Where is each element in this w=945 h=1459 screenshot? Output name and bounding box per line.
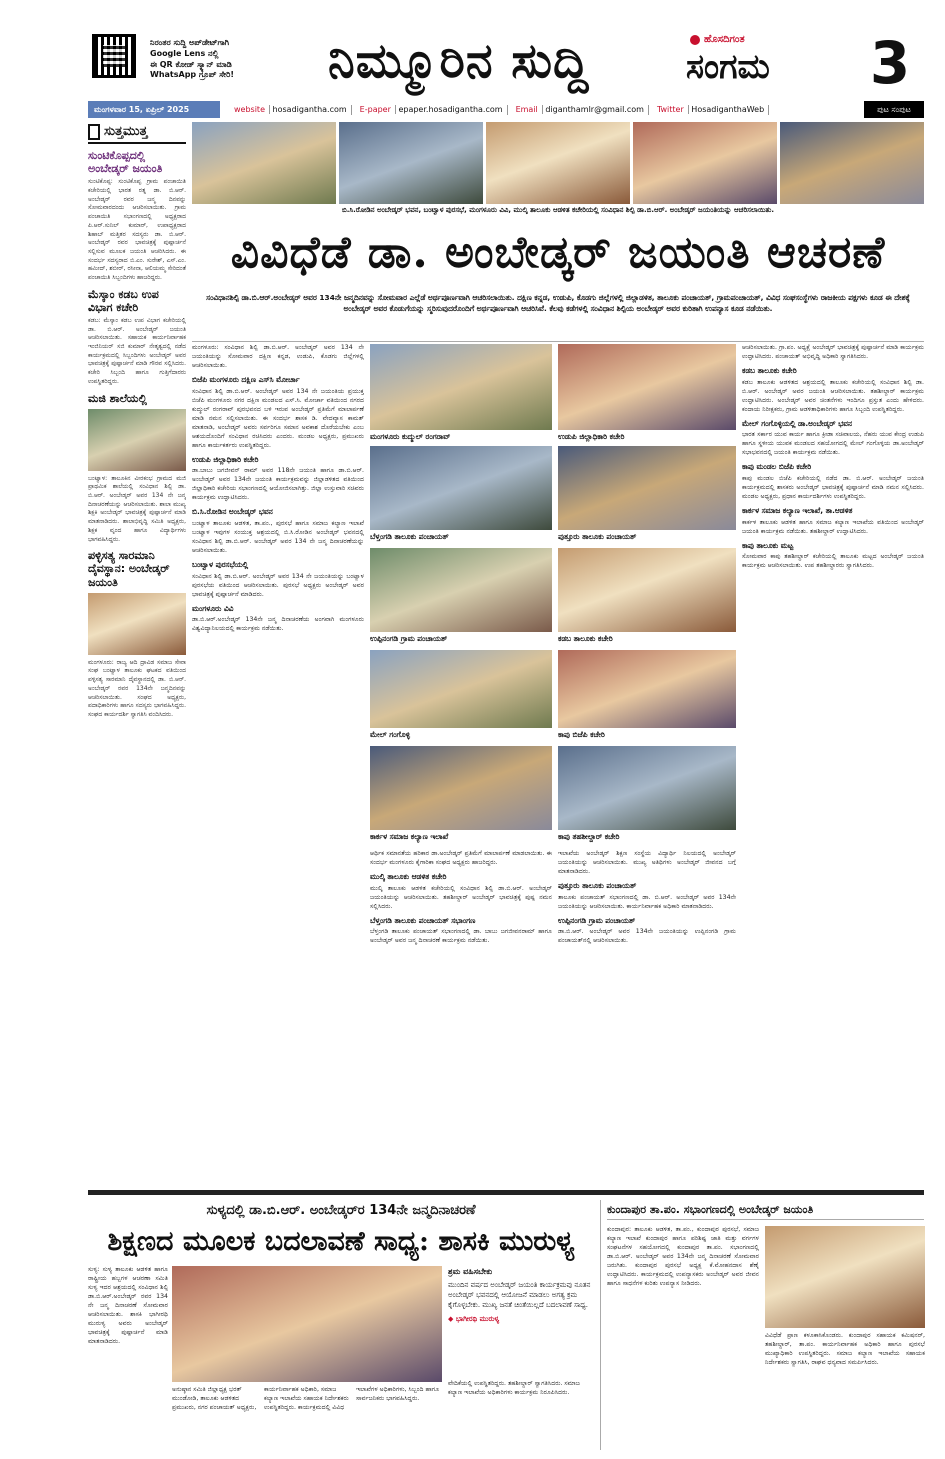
section-logo-icon	[88, 124, 100, 140]
photo-caption: ಕಾಪು ತಹಶೀಲ್ದಾರ್ ಕಚೇರಿ	[558, 832, 620, 841]
paragraph: ಡಾ.ಬಿ.ಆರ್.ಅಂಬೇಡ್ಕರ್ 134ನೇ ಜನ್ಮ ದಿನಾಚರಣೆಯ ಅಂಗವಾಗಿ ಮಂಗಳೂರು ವಿಶ್ವವಿದ್ಯಾನಿಲಯದಲ್ಲಿ ಕಾರ್ಯಕ್ರಮ ನಡೆಯಿತು.	[192, 616, 364, 633]
photo-strip	[192, 122, 924, 204]
kundapura-story	[600, 1200, 924, 1450]
paragraph: ಬೆಳ್ತಂಗಡಿ ತಾಲೂಕು ಪಂಚಾಯತ್ ಸಭಾಂಗಣದಲ್ಲಿ ಡಾ. ಬಾಬು ಜಗಜೀವನರಾಮ್ ಹಾಗೂ ಅಂಬೇಡ್ಕರ್ ಅವರ ಜನ್ಮ ದಿನಾಚರಣೆ ಕಾರ್ಯಕ್ರಮ ನಡೆಯಿತು.	[370, 928, 552, 945]
qr-text-line: Google Lens ನಲ್ಲಿ	[150, 48, 219, 58]
paragraph: ಭಾರತ ಸರ್ಕಾರ ಯುವ ಕಾರ್ಯ ಹಾಗೂ ಕ್ರೀಡಾ ಸಚಿವಾಲಯ, ನೆಹರು ಯುವ ಕೇಂದ್ರ ಉಡುಪಿ ಹಾಗೂ ಸ್ಥಳೀಯ ಯುವಕ ಮಂಡಲದ ಸಹಯೋಗದಲ್ಲಿ ಮೇಲ್ ಗಂಗೊಳ್ಳಿಯ ಡಾ.ಅಂಬೇಡ್ಕರ್ ಸಭಾಭವನದಲ್ಲಿ ಜಯಂತಿ ಕಾರ್ಯಕ್ರಮ ನಡೆಯಿತು.	[742, 431, 924, 457]
link-label: E-paper	[356, 105, 396, 114]
story-headline: ಶಿಕ್ಷಣದ ಮೂಲಕ ಬದಲಾವಣೆ ಸಾಧ್ಯ: ಶಾಸಕಿ ಮುರುಳ್ಯ	[107, 1226, 575, 1257]
grid-photo	[558, 548, 736, 632]
quote-author: ◆ ಭಾಗೀರಥಿ ಮುರುಳ್ಯ	[448, 1315, 500, 1324]
paragraph: ಆರ್ಥಿಕ ಸಮಾನತೆಯ ಹರಿಕಾರ ಡಾ.ಅಂಬೇಡ್ಕರ್ ಪ್ರತಿಮೆಗೆ ಮಾಲಾರ್ಪಣೆ ಮಾಡಲಾಯಿತು. ಈ ಸಂದರ್ಭ ಮಂಗಳೂರು ಕೈಗಾರಿಕಾ ಸಂಘದ ಅಧ್ಯಕ್ಷರು ಹಾಜರಿದ್ದರು.	[370, 850, 552, 866]
strip-photo	[486, 122, 630, 204]
subheading: ಬಿ.ಸಿ.ರೋಡಿನ ಅಂಬೇಡ್ಕರ್ ಭವನ	[192, 507, 273, 517]
paragraph: ಸಂವಿಧಾನ ಶಿಲ್ಪಿ ಡಾ.ಬಿ.ಆರ್. ಅಂಬೇಡ್ಕರ್ ಅವರ 134 ನೇ ಜಯಂತಿಯ ಪ್ರಯುಕ್ತ ಬಿಜೆಪಿ ಮಂಗಳೂರು ನಗರ ದಕ್ಷಿಣ ಮಂಡಲದ ಎಸ್.ಸಿ. ಮೋರ್ಚಾ ವತಿಯಿಂದ ನಗರದ ಕುದ್ಮುಲ್ ರಂಗರಾವ್ ಪುರಭವನದ ಬಳಿ ಇರುವ ಅಂಬೇಡ್ಕರ್ ಪ್ರತಿಮೆಗೆ ಮಾಲಾರ್ಪಣೆ ಮಾಡಿ ನಮನ ಸಲ್ಲಿಸಲಾಯಿತು. ಈ ಸಂದರ್ಭ ಶಾಸಕ ಡಿ. ವೇದವ್ಯಾಸ ಕಾಮತ್ ಮಾತನಾಡಿ, ಅಂಬೇಡ್ಕರ್ ಅವರು ಸರ್ವರಿಗೂ ಸಮಾನ ಅವಕಾಶ ದೊರೆಯಬೇಕು ಎಂಬ ಆಶಯದೊಂದಿಗೆ ಸಂವಿಧಾನ ರಚಿಸಿದರು ಎಂದರು. ಮಂಡಲ ಅಧ್ಯಕ್ಷರು, ಪ್ರಮುಖರು ಹಾಗೂ ಕಾರ್ಯಕರ್ತರು ಉಪಸ್ಥಿತರಿದ್ದರು.	[192, 387, 364, 449]
grid-photo	[370, 344, 552, 430]
qr-code[interactable]	[92, 34, 136, 78]
paragraph: ತಾಲೂಕು ಪಂಚಾಯತ್ ಸಭಾಂಗಣದಲ್ಲಿ ಡಾ. ಬಿ.ಆರ್. ಅಂಬೇಡ್ಕರ್ ಅವರ 134ನೇ ಜಯಂತಿಯನ್ನು ಆಚರಿಸಲಾಯಿತು. ಕಾರ್ಯನಿರ್ವಾಹಕ ಅಧಿಕಾರಿ ಮಾತನಾಡಿದರು.	[558, 893, 736, 910]
story-body: ಬಂಟ್ವಾಳ: ತಾಲೂಕಿನ ವೀರಕಂಭ ಗ್ರಾಮದ ಮಜಿ ಪ್ರಾಥಮಿಕ ಶಾಲೆಯಲ್ಲಿ ಸಂವಿಧಾನ ಶಿಲ್ಪಿ ಡಾ. ಬಿ.ಆರ್. ಅಂಬೇಡ್ಕರ್ ಅವರ 134 ನೇ ಜನ್ಮ ದಿನಾಚರಣೆಯನ್ನು ಆಚರಿಸಲಾಯಿತು. ಶಾಲಾ ಮುಖ್ಯ ಶಿಕ್ಷಕಿ ಅಂಬೇಡ್ಕರ್ ಭಾವಚಿತ್ರಕ್ಕೆ ಪುಷ್ಪಾರ್ಚನೆ ಮಾಡಿ ಮಾತನಾಡಿದರು. ಶಾಲಾಭಿವೃದ್ಧಿ ಸಮಿತಿ ಅಧ್ಯಕ್ಷರು, ಶಿಕ್ಷಕ ವೃಂದ ಹಾಗೂ ವಿದ್ಯಾರ್ಥಿಗಳು ಭಾಗವಹಿಸಿದ್ದರು.	[88, 474, 186, 543]
strip-photo	[339, 122, 483, 204]
story-photo	[172, 1266, 442, 1382]
grid-photo	[558, 746, 736, 830]
masthead	[0, 0, 945, 100]
photo-caption: ಮಂಗಳೂರು ಕುದ್ಮುಲ್ ರಂಗರಾವ್	[370, 432, 451, 441]
link-value: HosadiganthaWeb	[691, 104, 765, 114]
website-link[interactable]	[226, 105, 352, 115]
story-headline: ಪಳ್ಳಿಸತ್ಯ ಸಾರಮಾನಿ ದೈವಸ್ಥಾನ: ಅಂಬೇಡ್ಕರ್ ಜಯಂತಿ	[88, 549, 170, 589]
story-photo	[88, 409, 186, 471]
story-body: ವೇದಿಕೆಯಲ್ಲಿ ಉಪಸ್ಥಿತರಿದ್ದರು. ತಹಶೀಲ್ದಾರ್ ಸ್ವಾಗತಿಸಿದರು. ಸಮಾಜ ಕಲ್ಯಾಣ ಇಲಾಖೆಯ ಅಧಿಕಾರಿಗಳು ಕಾರ್ಯಕ್ರಮ ನಿರೂಪಿಸಿದರು.	[448, 1380, 580, 1396]
edition-logo	[690, 34, 745, 47]
sullia-story	[88, 1200, 594, 1450]
article-column-3	[558, 850, 736, 1184]
strip-caption: ಬಿ.ಸಿ.ರೋಡಿನ ಅಂಬೇಡ್ಕರ್ ಭವನ, ಬಂಟ್ವಾಳ ಪುರಸಭೆ, ಮಂಗಳೂರು ವಿವಿ, ಮುಲ್ಕಿ ತಾಲೂಕು ಆಡಳಿತ ಕಚೇರಿಯಲ್ಲಿ ಸಂವಿಧಾನ ಶಿಲ್ಪಿ ಡಾ.ಬಿ.ಆರ್. ಅಂಬೇಡ್ಕರ್ ಜಯಂತಿಯನ್ನು ಆಚರಿಸಲಾಯಿತು.	[342, 206, 774, 214]
paragraph: ಮಂಗಳೂರು: ಸಂವಿಧಾನ ಶಿಲ್ಪಿ ಡಾ.ಬಿ.ಆರ್. ಅಂಬೇಡ್ಕರ್ ಅವರ 134 ನೇ ಜಯಂತಿಯನ್ನು ಸೋಮವಾರ ದಕ್ಷಿಣ ಕನ್ನಡ, ಉಡುಪಿ, ಕೊಡಗು ಜಿಲ್ಲೆಗಳಲ್ಲಿ ಆಚರಿಸಲಾಯಿತು.	[192, 344, 364, 369]
strip-photo	[192, 122, 336, 204]
section-title: ಸುತ್ತಮುತ್ತ	[104, 123, 148, 139]
paragraph: ಆಚರಿಸಲಾಯಿತು. ಗ್ರಾ.ಪಂ. ಅಧ್ಯಕ್ಷೆ ಅಂಬೇಡ್ಕರ್ ಭಾವಚಿತ್ರಕ್ಕೆ ಪುಷ್ಪಾರ್ಚನೆ ಮಾಡಿ ಕಾರ್ಯಕ್ರಮ ಉದ್ಘಾಟಿಸಿದರು. ಪಂಚಾಯತ್ ಅಭಿವೃದ್ಧಿ ಅಧಿಕಾರಿ ಸ್ವಾಗತಿಸಿದರು.	[742, 344, 924, 360]
subheading: ಕಾಪು ಮಂಡಲ ಬಿಜೆಪಿ ಕಚೇರಿ	[742, 462, 812, 472]
story-photo	[765, 1226, 925, 1328]
link-label: website	[230, 105, 270, 114]
grid-photo	[370, 548, 552, 632]
quote-text: ಮುಂದಿನ ವರ್ಷದ ಅಂಬೇಡ್ಕರ್ ಜಯಂತಿ ಕಾರ್ಯಕ್ರಮವು ನೂತನ ಅಂಬೇಡ್ಕರ್ ಭವನದಲ್ಲಿ ಆಯೋಜನೆ ಮಾಡಲು ಅಗತ್ಯ ಕ್ರಮ ಕೈಗೊಳ್ಳಬೇಕು. ಮುಖ್ಯ ಜನತೆ ಚಿಂತೆಯಿಲ್ಲದೆ ಬದಲಾವಣೆ ಸಾಧ್ಯ.	[448, 1280, 591, 1309]
pull-quote	[448, 1266, 594, 1376]
logo-dot-icon	[690, 35, 700, 45]
photo-caption: ಕಾಪು ಬಿಜೆಪಿ ಕಚೇರಿ	[558, 730, 605, 739]
qr-text-line: ಈ QR ಕೋಡ್ ಸ್ಕ್ಯಾನ್ ಮಾಡಿ	[150, 59, 232, 69]
subheading: ಮಂಗಳೂರು ವಿವಿ	[192, 603, 234, 613]
quote-heading: ಶ್ರಮ ವಹಿಸಬೇಕು	[448, 1267, 493, 1276]
paragraph: ಇಲಾಖೆಯ ಅಂಬೇಡ್ಕರ್ ಶಿಕ್ಷಣ ಸಂಸ್ಥೆಯ ವಿದ್ಯಾರ್ಥಿ ನಿಲಯದಲ್ಲಿ ಅಂಬೇಡ್ಕರ್ ಜಯಂತಿಯನ್ನು ಆಚರಿಸಲಾಯಿತು. ಮುಖ್ಯ ಅತಿಥಿಗಳು ಅಂಬೇಡ್ಕರ್ ಜೀವನದ ಬಗ್ಗೆ ಮಾತನಾಡಿದರು.	[558, 850, 736, 875]
page-label: ಪುಟ ಸಂಪುಟ	[864, 101, 924, 118]
issue-date: ಮಂಗಳವಾರ 15, ಏಪ್ರಿಲ್ 2025	[88, 101, 220, 118]
subheading: ಉಡುಪಿ ಜಿಲ್ಲಾಧಿಕಾರಿ ಕಚೇರಿ	[192, 454, 259, 464]
photo-caption: ಪುತ್ತೂರು ತಾಲೂಕು ಪಂಚಾಯತ್	[558, 532, 637, 541]
section-divider	[88, 1190, 924, 1195]
subheading: ಬೆಳ್ತಂಗಡಿ ತಾಲೂಕು ಪಂಚಾಯತ್ ಸಭಾಂಗಣ	[370, 915, 476, 925]
photo-caption: ಬೆಳ್ತಂಗಡಿ ತಾಲೂಕು ಪಂಚಾಯತ್	[370, 532, 449, 541]
story-headline: ಮಜಿ ಶಾಲೆಯಲ್ಲಿ	[88, 391, 147, 405]
qr-instructions	[150, 38, 320, 81]
article-column-4	[742, 344, 924, 1184]
grid-photo	[370, 650, 552, 728]
edition-logo-text: ಹೊಸದಿಗಂತ	[704, 34, 745, 45]
link-label: Twitter	[653, 105, 689, 114]
story-body: ಕುಂದಾಪುರ: ತಾಲೂಕು ಆಡಳಿತ, ತಾ.ಪಂ., ಕುಂದಾಪುರ ಪುರಸಭೆ, ಸಮಾಜ ಕಲ್ಯಾಣ ಇಲಾಖೆ ಕುಂದಾಪುರ ಹಾಗೂ ಪರಿಶಿಷ್ಟ ಜಾತಿ ಮತ್ತು ವರ್ಗಗಳ ಸಂಘಟನೆಗಳ ಸಹಯೋಗದಲ್ಲಿ ಕುಂದಾಪುರ ತಾ.ಪಂ. ಸಭಾಂಗಣದಲ್ಲಿ ಡಾ.ಬಿ.ಆರ್. ಅಂಬೇಡ್ಕರ್ ಅವರ 134ನೇ ಜನ್ಮ ದಿನಾಚರಣೆ ಸೋಮವಾರ ಜರುಗಿತು. ಕುಂದಾಪುರ ಪುರಸಭೆ ಅಧ್ಯಕ್ಷ ಕೆ.ಮೋಹನದಾಸ ಶೆಣೈ ಉದ್ಘಾಟಿಸಿದರು. ಕಾರ್ಯಕ್ರಮದಲ್ಲಿ ಉಪನ್ಯಾಸಕರು ಅಂಬೇಡ್ಕರ್ ಅವರ ಜೀವನ ಹಾಗೂ ಸಾಧನೆಗಳ ಕುರಿತು ಉಪನ್ಯಾಸ ನೀಡಿದರು.	[607, 1226, 759, 1287]
story-body: ಅನುಷ್ಠಾನ ಸಮಿತಿ ಜಿಲ್ಲಾಧ್ಯಕ್ಷ ಭರತ್ ಮುಂಡೋಡಿ, ತಾಲೂಕು ಆಡಳಿತದ ಪ್ರಮುಖರು, ನಗರ ಪಂಚಾಯತ್ ಅಧ್ಯಕ್ಷರು, ಕಾರ್ಯನಿರ್ವಾಹಕ ಅಧಿಕಾರಿ, ಸಮಾಜ ಕಲ್ಯಾಣ ಇಲಾಖೆಯ ಸಹಾಯಕ ನಿರ್ದೇಶಕರು ಉಪಸ್ಥಿತರಿದ್ದರು. ಕಾರ್ಯಕ್ರಮದಲ್ಲಿ ವಿವಿಧ ಇಲಾಖೆಗಳ ಅಧಿಕಾರಿಗಳು, ಸಿಬ್ಬಂದಿ ಹಾಗೂ ಸಾರ್ವಜನಿಕರು ಭಾಗವಹಿಸಿದ್ದರು.	[172, 1386, 440, 1411]
story-kicker: ಸುಳ್ಯದಲ್ಲಿ ಡಾ.ಬಿ.ಆರ್. ಅಂಬೇಡ್ಕರ್‌ರ 134ನೇ ಜನ್ಮದಿನಾಚರಣೆ	[206, 1203, 476, 1218]
grid-photo	[558, 446, 736, 530]
paragraph: ಕಡಬ ತಾಲೂಕು ಆಡಳಿತದ ಆಶ್ರಯದಲ್ಲಿ ತಾಲೂಕು ಕಚೇರಿಯಲ್ಲಿ ಸಂವಿಧಾನ ಶಿಲ್ಪಿ ಡಾ. ಬಿ.ಆರ್. ಅಂಬೇಡ್ಕರ್ ಅವರ ಜಯಂತಿ ಆಚರಿಸಲಾಯಿತು. ತಹಶೀಲ್ದಾರ್ ಕಾರ್ಯಕ್ರಮ ಉದ್ಘಾಟಿಸಿದರು. ಅಂಬೇಡ್ಕರ್ ಅವರ ಚಿಂತನೆಗಳು ಇಂದಿಗೂ ಪ್ರಸ್ತುತ ಎಂದು ಹೇಳಿದರು. ಕಂದಾಯ ನಿರೀಕ್ಷಕರು, ಗ್ರಾಮ ಆಡಳಿತಾಧಿಕಾರಿಗಳು ಹಾಗೂ ಸಿಬ್ಬಂದಿ ಉಪಸ್ಥಿತರಿದ್ದರು.	[742, 378, 924, 413]
section-header	[88, 122, 186, 144]
link-label: Email	[512, 105, 543, 114]
date-bar	[88, 101, 924, 118]
strip-photo	[633, 122, 777, 204]
story-headline: ಮೆಸ್ಕಾಂ ಕಡಬ ಉಪ ವಿಭಾಗ ಕಚೇರಿ	[88, 287, 159, 314]
subheading: ಬಿಜೆಪಿ ಮಂಗಳೂರು ದಕ್ಷಿಣ ಎಸ್‌ಸಿ ಮೋರ್ಚಾ	[192, 374, 300, 384]
paragraph: ಸೋಮವಾರ ಕಾಪು ತಹಶೀಲ್ದಾರ್ ಕಚೇರಿಯಲ್ಲಿ ತಾಲೂಕು ಮಟ್ಟದ ಅಂಬೇಡ್ಕರ್ ಜಯಂತಿ ಕಾರ್ಯಕ್ರಮ ಆಚರಿಸಲಾಯಿತು. ಉಪ ತಹಶೀಲ್ದಾರರು ಸ್ವಾಗತಿಸಿದರು.	[742, 553, 924, 570]
paragraph: ಮುಲ್ಕಿ ತಾಲೂಕು ಆಡಳಿತ ಕಚೇರಿಯಲ್ಲಿ ಸಂವಿಧಾನ ಶಿಲ್ಪಿ ಡಾ.ಬಿ.ಆರ್. ಅಂಬೇಡ್ಕರ್ ಜಯಂತಿಯನ್ನು ಆಚರಿಸಲಾಯಿತು. ತಹಶೀಲ್ದಾರ್ ಅಂಬೇಡ್ಕರ್ ಭಾವಚಿತ್ರಕ್ಕೆ ಪುಷ್ಪ ನಮನ ಸಲ್ಲಿಸಿದರು.	[370, 884, 552, 910]
subheading: ಕಡಬ ತಾಲೂಕು ಕಚೇರಿ	[742, 365, 797, 375]
photo-caption: ಮೇಲ್ ಗಂಗೊಳ್ಳಿ	[370, 730, 410, 739]
qr-text-line: WhatsApp ಗ್ರೂಪ್ ಸೇರಿ!	[150, 70, 234, 80]
author-name: ಭಾಗೀರಥಿ ಮುರುಳ್ಯ	[455, 1315, 500, 1324]
left-column	[88, 122, 186, 1184]
article-column-2	[370, 850, 552, 1184]
subheading: ಕಾರ್ಕಳ ಸಮಾಜ ಕಲ್ಯಾಣ ಇಲಾಖೆ, ತಾ.ಆಡಳಿತ	[742, 506, 853, 516]
paragraph: ಬಂಟ್ವಾಳ ತಾಲೂಕು ಆಡಳಿತ, ತಾ.ಪಂ., ಪುರಸಭೆ ಹಾಗೂ ಸಮಾಜ ಕಲ್ಯಾಣ ಇಲಾಖೆ ಬಂಟ್ವಾಳ ಇವುಗಳ ಸಂಯುಕ್ತ ಆಶ್ರಯದಲ್ಲಿ ಬಿ.ಸಿ.ರೋಡಿನ ಅಂಬೇಡ್ಕರ್ ಭವನದಲ್ಲಿ ಸಂವಿಧಾನ ಶಿಲ್ಪಿ ಡಾ.ಬಿ.ಆರ್. ಅಂಬೇಡ್ಕರ್ ಅವರ 134 ನೇ ಜನ್ಮ ದಿನಾಚರಣೆಯನ್ನು ಆಚರಿಸಲಾಯಿತು.	[192, 519, 364, 554]
grid-photo	[558, 650, 736, 728]
story-body: ಸುಳ್ಯ: ಸುಳ್ಯ ತಾಲೂಕು ಆಡಳಿತ ಹಾಗೂ ರಾಷ್ಟ್ರೀಯ ಹಬ್ಬಗಳ ಆಚರಣಾ ಸಮಿತಿ ಸುಳ್ಯ ಇದರ ಆಶ್ರಯದಲ್ಲಿ ಸಂವಿಧಾನ ಶಿಲ್ಪಿ ಡಾ.ಬಿ.ಆರ್.ಅಂಬೇಡ್ಕರ್ ರವರ 134 ನೇ ಜನ್ಮ ದಿನಾಚರಣೆ ಸೋಮವಾರ ಆಚರಿಸಲಾಯಿತು. ಶಾಸಕಿ ಭಾಗೀರಥಿ ಮುರುಳ್ಯ ಅವರು ಅಂಬೇಡ್ಕರ್ ಭಾವಚಿತ್ರಕ್ಕೆ ಪುಷ್ಪಾರ್ಚನೆ ಮಾಡಿ ಮಾತನಾಡಿದರು.	[88, 1266, 168, 1345]
subheading: ಪುತ್ತೂರು ತಾಲೂಕು ಪಂಚಾಯತ್	[558, 880, 637, 890]
email-link[interactable]	[508, 105, 649, 115]
contact-links	[220, 105, 864, 115]
link-value: diganthamlr@gmail.com	[545, 104, 644, 114]
story-body: ಸುಂಟಿಕೊಪ್ಪ: ಸುಂಟಿಕೊಪ್ಪ ಗ್ರಾಮ ಪಂಚಾಯಿತಿ ಕಚೇರಿಯಲ್ಲಿ ಭಾರತ ರತ್ನ ಡಾ. ಬಿ.ಆರ್. ಅಂಬೇಡ್ಕರ್ ರವರ ಜನ್ಮ ದಿನವನ್ನು ಸೋಮವಾರದಂದು ಆಚರಿಸಲಾಯಿತು. ಗ್ರಾಮ ಪಂಚಾಯಿತಿ ಸಭಾಂಗಣದಲ್ಲಿ ಅಧ್ಯಕ್ಷರಾದ ಪಿ.ಆರ್.ಸುನಿಲ್ ಕುಮಾರ್, ಉಪಾಧ್ಯಕ್ಷರಾದ ಶಿಹಾಬ್ ಮತ್ತಿತರ ಸದಸ್ಯರು ಡಾ. ಬಿ.ಆರ್. ಅಂಬೇಡ್ಕರ್ ರವರ ಭಾವಚಿತ್ರಕ್ಕೆ ಪುಷ್ಪಾರ್ಚನೆ ಸಲ್ಲಿಸುವ ಮೂಲಕ ಜಯಂತಿ ಆಚರಿಸಿದರು. ಈ ಸಂದರ್ಭ ಸದಸ್ಯರಾದ ಬಿ.ಎಂ. ಸುರೇಶ್, ಎಸ್.ಎಂ. ಹಮೀದ್, ಶಬೀರ್, ರಸೀನಾ, ಆಲಿಯಮ್ಮ ಸೇರಿದಂತೆ ಪಂಚಾಯಿತಿ ಸಿಬ್ಬಂದಿಗಳು ಹಾಜರಿದ್ದರು.	[88, 178, 186, 281]
photo-caption: ಕಾರ್ಕಳ ಸಮಾಜ ಕಲ್ಯಾಣ ಇಲಾಖೆ	[370, 832, 449, 841]
photo-caption: ಉಡುಪಿ ಜಿಲ್ಲಾಧಿಕಾರಿ ಕಚೇರಿ	[558, 432, 625, 441]
story-headline: ಕುಂದಾಪುರ ತಾ.ಪಂ. ಸಭಾಂಗಣದಲ್ಲಿ ಅಂಬೇಡ್ಕರ್ ಜಯಂತಿ	[607, 1200, 924, 1220]
subheading: ಮೇಲ್ ಗಂಗೊಳ್ಳಿಯಲ್ಲಿ ಡಾ.ಅಂಬೇಡ್ಕರ್ ಭವನ	[742, 418, 852, 428]
twitter-link[interactable]	[649, 105, 769, 115]
grid-photo	[558, 344, 736, 430]
intro-paragraph: ಸಂವಿಧಾನಶಿಲ್ಪಿ ಡಾ.ಬಿ.ಆರ್.ಅಂಬೇಡ್ಕರ್ ಅವರ 134ನೇ ಜನ್ಮದಿನವನ್ನು ಸೋಮವಾರ ಎಲ್ಲೆಡೆ ಅರ್ಥಪೂರ್ಣವಾಗಿ ಆಚರಿಸಲಾಯಿತು. ದಕ್ಷಿಣ ಕನ್ನಡ, ಉಡುಪಿ, ಕೊಡಗು ಜಿಲ್ಲೆಗಳಲ್ಲಿ ಜಿಲ್ಲಾಡಳಿತ, ತಾಲೂಕು ಪಂಚಾಯತ್, ಗ್ರಾಮಪಂಚಾಯತ್, ವಿವಿಧ ಸಂಘಸಂಸ್ಥೆಗಳು ರಾಜಕೀಯ ಪಕ್ಷಗಳು ಕೂಡ ಈ ದೇಶಕ್ಕೆ ಅಂಬೇಡ್ಕರ್ ಅವರ ಕೊಡುಗೆಯನ್ನು ಸ್ಮರಿಸುವುದರೊಂದಿಗೆ ಅರ್ಥಪೂರ್ಣವಾಗಿ ಆಚರಿಸಿವೆ. ಕೆಲವು ಕಡೆಗಳಲ್ಲಿ ಸಂವಿಧಾನ ಶಿಲ್ಪಿಯ ಅಂಬೇಡ್ಕರ್ ಅವರ ಕುರಿತಾಗಿ ಉಪನ್ಯಾಸ ಕೂಡ ನಡೆಯಿತು.	[192, 290, 924, 342]
qr-text-line: ನಿರಂತರ ಸುದ್ದಿ ಅಪ್‌ಡೇಟ್‌ಗಾಗಿ	[150, 38, 230, 47]
story-body: ಮಂಗಳೂರು: ರಾಜ್ಯ ಆದಿ ದ್ರಾವಿಡ ಸಮಾಜ ಸೇವಾ ಸಂಘ ಬಂಟ್ವಾಳ ತಾಲೂಕು ಘಟಕದ ವತಿಯಿಂದ ಪಳ್ಳಿಸತ್ಯ ಸಾರಮಾನಿ ದೈವಸ್ಥಾನದಲ್ಲಿ ಡಾ. ಬಿ.ಆರ್. ಅಂಬೇಡ್ಕರ್ ರವರ 134ನೇ ಜನ್ಮದಿನವನ್ನು ಆಚರಿಸಲಾಯಿತು. ಸಂಘದ ಅಧ್ಯಕ್ಷರು, ಪದಾಧಿಕಾರಿಗಳು ಹಾಗೂ ಸದಸ್ಯರು ಭಾಗವಹಿಸಿದ್ದರು. ಸಂಘದ ಕಾರ್ಯದರ್ಶಿ ಸ್ವಾಗತಿಸಿ ವಂದಿಸಿದರು.	[88, 658, 186, 718]
link-value: hosadigantha.com	[272, 104, 347, 114]
photo-caption: ಕಡಬ ತಾಲೂಕು ಕಚೇರಿ	[558, 634, 613, 643]
paragraph: ಸಂವಿಧಾನ ಶಿಲ್ಪಿ ಡಾ.ಬಿ.ಆರ್. ಅಂಬೇಡ್ಕರ್ ಅವರ 134 ನೇ ಜಯಂತಿಯನ್ನು ಬಂಟ್ವಾಳ ಪುರಸಭೆಯ ವತಿಯಿಂದ ಆಚರಿಸಲಾಯಿತು. ಪುರಸಭೆ ಅಧ್ಯಕ್ಷರು ಅಂಬೇಡ್ಕರ್ ಅವರ ಭಾವಚಿತ್ರಕ್ಕೆ ಪುಷ್ಪಾರ್ಚನೆ ಮಾಡಿದರು.	[192, 572, 364, 598]
epaper-link[interactable]	[352, 105, 508, 115]
main-headline: ವಿವಿಧೆಡೆ ಡಾ. ಅಂಬೇಡ್ಕರ್ ಜಯಂತಿ ಆಚರಣೆ	[230, 227, 886, 278]
grid-photo	[370, 746, 552, 830]
page-number: 3	[869, 29, 911, 97]
story-photo	[88, 593, 186, 655]
strip-photo	[780, 122, 924, 204]
story-body: ವಿವಿಧೆಡೆ ಪ್ರಾಣ ಕಳೂಕಾಸಿಕೊಂಡರು. ಕುಂದಾಪುರ ಸಹಾಯಕ ಕಮಿಷನರ್, ತಹಶೀಲ್ದಾರ್, ತಾ.ಪಂ. ಕಾರ್ಯನಿರ್ವಾಹಕ ಅಧಿಕಾರಿ ಹಾಗೂ ಪುರಸಭೆ ಮುಖ್ಯಾಧಿಕಾರಿ ಉಪಸ್ಥಿತರಿದ್ದರು. ಸಮಾಜ ಕಲ್ಯಾಣ ಇಲಾಖೆಯ ಸಹಾಯಕ ನಿರ್ದೇಶಕರು ಸ್ವಾಗತಿಸಿ, ರಾಘವ ಧನ್ಯವಾದ ಸಮರ್ಪಿಸಿದರು.	[765, 1332, 925, 1366]
subheading: ಬಂಟ್ವಾಳ ಪುರಸಭೆಯಲ್ಲಿ	[192, 559, 249, 569]
subheading: ಉಪ್ಪಿನಂಗಡಿ ಗ್ರಾಮ ಪಂಚಾಯತ್	[558, 915, 636, 925]
story-body: ಕಡಬ: ಮೆಸ್ಕಾಂ ಕಡಬ ಉಪ ವಿಭಾಗ ಕಚೇರಿಯಲ್ಲಿ ಡಾ. ಬಿ.ಆರ್. ಅಂಬೇಡ್ಕರ್ ಜಯಂತಿ ಆಚರಿಸಲಾಯಿತು. ಸಹಾಯಕ ಕಾರ್ಯನಿರ್ವಾಹಕ ಇಂಜಿನಿಯರ್ ಸಜಿ ಕುಮಾರ್ ನೇತೃತ್ವದಲ್ಲಿ ನಡೆದ ಕಾರ್ಯಕ್ರಮದಲ್ಲಿ ಸಿಬ್ಬಂದಿಗಳು ಅಂಬೇಡ್ಕರ್ ಅವರ ಭಾವಚಿತ್ರಕ್ಕೆ ಪುಷ್ಪಾರ್ಚನೆ ಮಾಡಿ ಗೌರವ ಸಲ್ಲಿಸಿದರು. ಕಚೇರಿ ಸಿಬ್ಬಂದಿ ಹಾಗೂ ಗುತ್ತಿಗೆದಾರರು ಉಪಸ್ಥಿತರಿದ್ದರು.	[88, 317, 186, 385]
paragraph: ಕಾಪು ಮಂಡಲ ಬಿಜೆಪಿ ಕಚೇರಿಯಲ್ಲಿ ನಡೆದ ಡಾ. ಬಿ.ಆರ್. ಅಂಬೇಡ್ಕರ್ ಜಯಂತಿ ಕಾರ್ಯಕ್ರಮದಲ್ಲಿ ಶಾಸಕರು ಅಂಬೇಡ್ಕರ್ ಭಾವಚಿತ್ರಕ್ಕೆ ಪುಷ್ಪಾರ್ಚನೆ ಮಾಡಿ ನಮನ ಸಲ್ಲಿಸಿದರು. ಮಂಡಲ ಅಧ್ಯಕ್ಷರು, ಪ್ರಧಾನ ಕಾರ್ಯದರ್ಶಿಗಳು ಉಪಸ್ಥಿತರಿದ್ದರು.	[742, 475, 924, 501]
story-headline: ಸುಂಟಿಕೊಪ್ಪದಲ್ಲಿ ಅಂಬೇಡ್ಕರ್ ಜಯಂತಿ	[88, 149, 163, 176]
subheading: ಮುಲ್ಕಿ ತಾಲೂಕು ಆಡಳಿತ ಕಚೇರಿ	[370, 871, 447, 881]
paragraph: ಕಾರ್ಕಳ ತಾಲೂಕು ಆಡಳಿತ ಹಾಗೂ ಸಮಾಜ ಕಲ್ಯಾಣ ಇಲಾಖೆಯ ವತಿಯಿಂದ ಅಂಬೇಡ್ಕರ್ ಜಯಂತಿ ಕಾರ್ಯಕ್ರಮ ನಡೆಯಿತು. ತಹಶೀಲ್ದಾರ್ ಉದ್ಘಾಟಿಸಿದರು.	[742, 518, 924, 535]
article-column-1	[192, 344, 364, 1184]
paragraph: ಡಾ.ಬಿ.ಆರ್. ಅಂಬೇಡ್ಕರ್ ಅವರ 134ನೇ ಜಯಂತಿಯನ್ನು ಉಪ್ಪಿನಂಗಡಿ ಗ್ರಾಮ ಪಂಚಾಯತ್‌ನಲ್ಲಿ ಆಚರಿಸಲಾಯಿತು.	[558, 928, 736, 945]
link-value: epaper.hosadigantha.com	[398, 104, 503, 114]
grid-photo	[370, 446, 552, 530]
edition-name: ಸಂಗಮ	[686, 47, 770, 87]
subheading: ಕಾಪು ತಾಲೂಕು ಮಟ್ಟ	[742, 540, 794, 550]
masthead-title: ನಿಮ್ಮೂರಿನ ಸುದ್ದಿ	[328, 33, 590, 89]
photo-caption: ಉಪ್ಪಿನಂಗಡಿ ಗ್ರಾಮ ಪಂಚಾಯತ್	[370, 634, 448, 643]
paragraph: ಡಾ.ಬಾಬು ಜಗಜೀವನ್ ರಾಮ್ ಅವರ 118ನೇ ಜಯಂತಿ ಹಾಗೂ ಡಾ.ಬಿ.ಆರ್. ಅಂಬೇಡ್ಕರ್ ಅವರ 134ನೇ ಜಯಂತಿ ಕಾರ್ಯಕ್ರಮವನ್ನು ಜಿಲ್ಲಾಡಳಿತದ ವತಿಯಿಂದ ಜಿಲ್ಲಾಧಿಕಾರಿ ಕಚೇರಿಯ ಸಭಾಂಗಣದಲ್ಲಿ ಆಯೋಜಿಸಲಾಗಿತ್ತು. ಜಿಲ್ಲಾ ಉಸ್ತುವಾರಿ ಸಚಿವರು ಕಾರ್ಯಕ್ರಮ ಉದ್ಘಾಟಿಸಿದರು.	[192, 467, 364, 502]
